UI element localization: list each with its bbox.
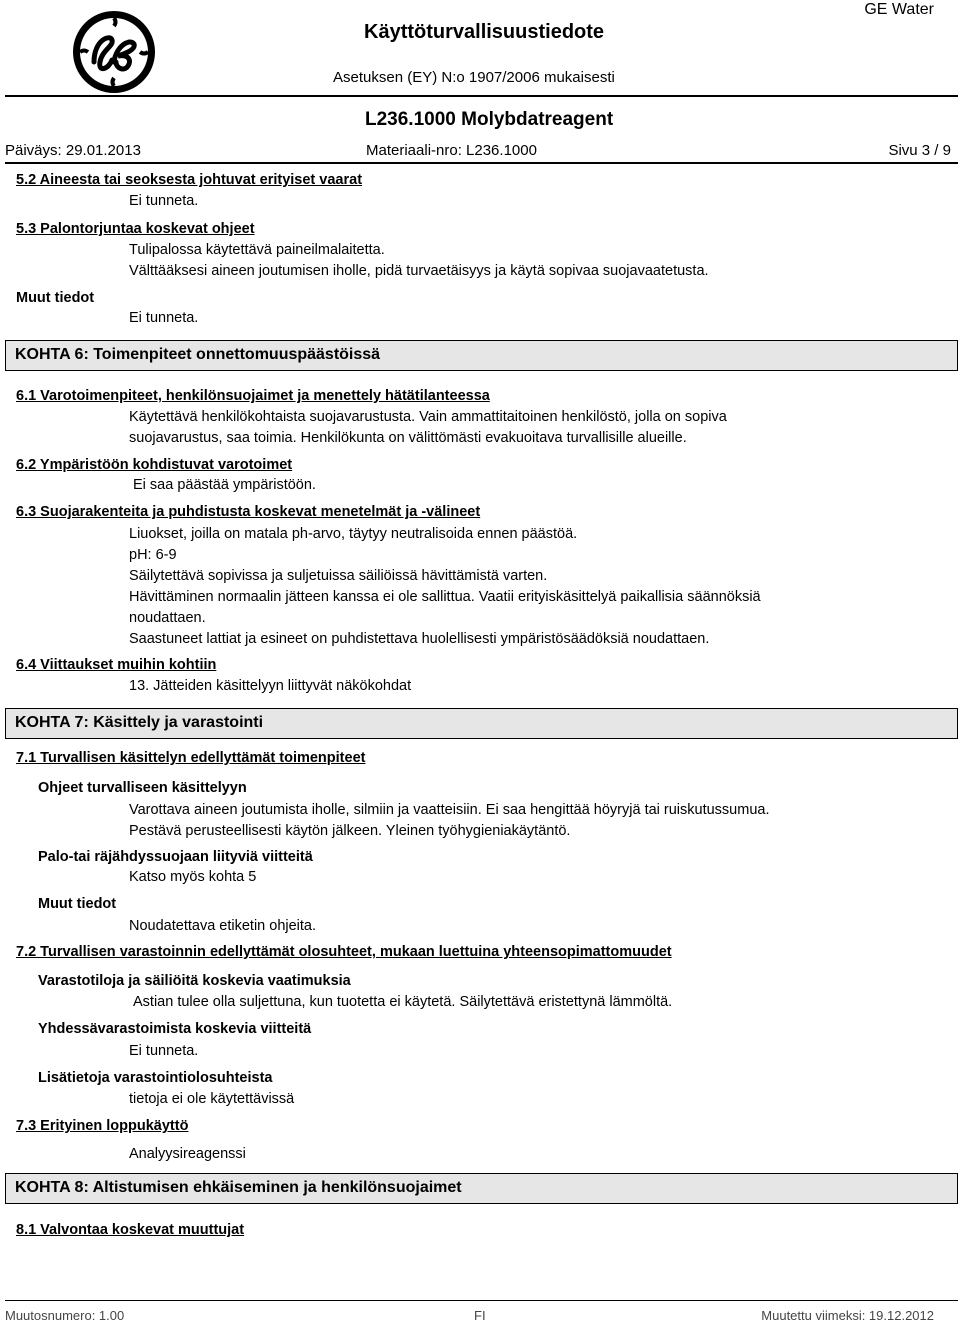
text-7-2-b: Ei tunneta. — [129, 1043, 199, 1059]
subheading-safe-handling: Ohjeet turvalliseen käsittelyyn — [38, 780, 247, 796]
date-label: Päiväys: 29.01.2013 — [5, 142, 141, 159]
heading-7-2: 7.2 Turvallisen varastoinnin edellyttämät olosuhteet, mukaan luettuina yhteensopimattomuudet — [16, 944, 672, 960]
text-6-3-f: Saastuneet lattiat ja esineet on puhdistettava huolellisesti ympäristösäädöksiä noudattaen. — [129, 631, 710, 647]
section-7-bar — [5, 708, 958, 739]
text-6-2: Ei saa päästää ympäristöön. — [133, 477, 316, 493]
text-5-3-a: Tulipalossa käytettävä paineilmalaitetta. — [129, 242, 385, 258]
text-6-3-b: pH: 6-9 — [129, 547, 177, 563]
heading-5-2: 5.2 Aineesta tai seoksesta johtuvat erityiset vaarat — [16, 172, 363, 188]
text-7-2-a: Astian tulee olla suljettuna, kun tuotetta ei käytetä. Säilytettävä eristettynä lämmöltä. — [133, 994, 673, 1010]
heading-6-1: 6.1 Varotoimenpiteet, henkilönsuojaimet ja menettely hätätilanteessa — [16, 388, 490, 404]
heading-6-2: 6.2 Ympäristöön kohdistuvat varotoimet — [16, 457, 293, 473]
document-title: Käyttöturvallisuustiedote — [364, 21, 605, 43]
text-6-3-e: noudattaen. — [129, 610, 206, 626]
heading-5-3: 5.3 Palontorjuntaa koskevat ohjeet — [16, 221, 255, 237]
text-7-2-c: tietoja ei ole käytettävissä — [129, 1091, 295, 1107]
text-7-1-b: Pestävä perusteellisesti käytön jälkeen. Yleinen työhygieniakäytäntö. — [129, 823, 571, 839]
revision-number: Muutosnumero: 1.00 — [5, 1308, 125, 1323]
heading-7-3: 7.3 Erityinen loppukäyttö — [16, 1118, 189, 1134]
text-6-3-a: Liuokset, joilla on matala ph-arvo, täytyy neutralisoida ennen päästöä. — [129, 526, 578, 542]
footer-rule — [5, 1300, 958, 1301]
heading-8-1: 8.1 Valvontaa koskevat muuttujat — [16, 1222, 245, 1238]
subheading-storage-conditions: Lisätietoja varastointiolosuhteista — [38, 1070, 273, 1086]
material-number: Materiaali-nro: L236.1000 — [366, 142, 537, 159]
section-8-bar — [5, 1173, 958, 1204]
label-other-info-5: Muut tiedot — [16, 290, 95, 306]
text-5-2: Ei tunneta. — [129, 193, 199, 209]
subheading-other-info-7: Muut tiedot — [38, 896, 117, 912]
text-6-1-a: Käytettävä henkilökohtaista suojavarustusta. Vain ammattitaitoinen henkilöstö, jolla on sopiva — [129, 409, 727, 425]
product-name: L236.1000 Molybdatreagent — [365, 109, 614, 130]
section-6-title: KOHTA 6: Toimenpiteet onnettomuuspäästöissä — [15, 346, 381, 363]
text-6-3-d: Hävittäminen normaalin jätteen kanssa ei ole sallittua. Vaatii erityiskäsittelyä paikallisia säännöksiä — [129, 589, 761, 605]
section-6-bar — [5, 340, 958, 371]
text-6-4: 13. Jätteiden käsittelyyn liittyvät näkökohdat — [129, 678, 412, 694]
text-other-info-5: Ei tunneta. — [129, 310, 199, 326]
text-7-1-d: Noudatettava etiketin ohjeita. — [129, 918, 317, 934]
text-6-3-c: Säilytettävä sopivissa ja suljetuissa säiliöissä hävittämistä varten. — [129, 568, 548, 584]
page-number: Sivu 3 / 9 — [888, 142, 951, 159]
last-modified: Muutettu viimeksi: 19.12.2012 — [761, 1308, 934, 1323]
header-rule-top — [5, 95, 958, 97]
regulation-text: Asetuksen (EY) N:o 1907/2006 mukaisesti — [333, 69, 615, 86]
section-8-title: KOHTA 8: Altistumisen ehkäiseminen ja henkilönsuojaimet — [15, 1179, 462, 1196]
text-6-1-b: suojavarustus, saa toimia. Henkilökunta on välittömästi evakuoitava turvallisille alueille. — [129, 430, 687, 446]
section-7-title: KOHTA 7: Käsittely ja varastointi — [15, 714, 264, 731]
heading-7-1: 7.1 Turvallisen käsittelyn edellyttämät toimenpiteet — [16, 750, 366, 766]
brand-name: GE Water — [864, 1, 934, 18]
text-7-1-c: Katso myös kohta 5 — [129, 869, 257, 885]
subheading-storage-requirements: Varastotiloja ja säiliöitä koskevia vaatimuksia — [38, 973, 351, 989]
heading-6-3: 6.3 Suojarakenteita ja puhdistusta koskevat menetelmät ja -välineet — [16, 504, 481, 520]
subheading-fire-protection: Palo-tai räjähdyssuojaan liityviä viitteitä — [38, 849, 313, 865]
text-7-3: Analyysireagenssi — [129, 1146, 246, 1162]
language-code: FI — [474, 1308, 486, 1323]
heading-6-4: 6.4 Viittaukset muihin kohtiin — [16, 657, 217, 673]
text-7-1-a: Varottava aineen joutumista iholle, silmiin ja vaatteisiin. Ei saa hengittää höyryjä tai ruiskutussumua. — [129, 802, 770, 818]
text-5-3-b: Välttääksesi aineen joutumisen iholle, pidä turvaetäisyys ja käytä sopivaa suojavaatetusta. — [129, 263, 709, 279]
subheading-joint-storage: Yhdessävarastoimista koskevia viitteitä — [38, 1021, 312, 1037]
header-rule-bottom — [5, 162, 958, 164]
ge-logo — [72, 10, 156, 94]
